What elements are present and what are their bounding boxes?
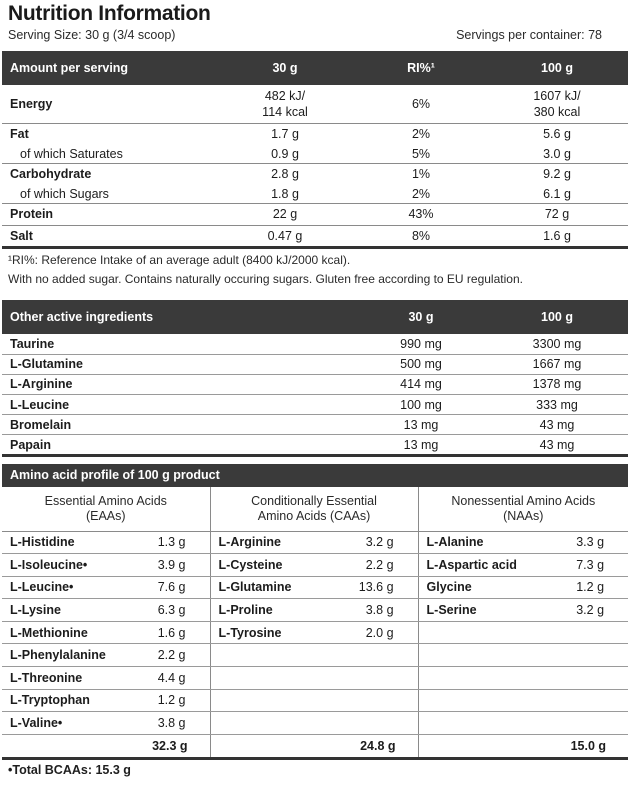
column-header: Amount per serving <box>2 51 214 85</box>
energy-kcal: 380 kcal <box>533 104 581 119</box>
amino-name-nonessential <box>418 621 558 644</box>
amino-name-nonessential: L-Serine <box>418 599 558 622</box>
amino-name-essential: L-Tryptophan <box>2 689 142 712</box>
table-row <box>2 123 628 145</box>
ri-value: 8% <box>356 225 486 247</box>
ingredient-name: L-Arginine <box>2 374 356 394</box>
spacer <box>418 734 558 758</box>
amino-value-essential: 4.4 g <box>142 667 210 690</box>
amino-name-nonessential <box>418 689 558 712</box>
total-nonessential: 15.0 g <box>558 734 628 758</box>
totals-row <box>2 734 628 758</box>
column-header: 30 g <box>214 51 356 85</box>
nutrient-name: Carbohydrate <box>10 167 92 182</box>
ingredient-name: L-Glutamine <box>2 354 356 374</box>
nutrient-name: of which Sugars <box>2 185 214 203</box>
column-header: 30 g <box>356 300 486 334</box>
amino-value-nonessential: 3.2 g <box>558 599 628 622</box>
energy-kcal: 114 kcal <box>262 104 308 119</box>
amino-name-conditional <box>210 712 350 735</box>
amino-name-conditional <box>210 667 350 690</box>
table-row <box>2 531 628 554</box>
serving-size: Serving Size: 30 g (3/4 scoop) <box>8 28 176 42</box>
ri-value: 5% <box>356 145 486 163</box>
spacer <box>2 734 142 758</box>
value-30g: 414 mg <box>356 374 486 394</box>
value-30g: 0.9 g <box>214 145 356 163</box>
value-100g: 1667 mg <box>486 354 628 374</box>
amino-name-essential: L-Phenylalanine <box>2 644 142 667</box>
group-title: Conditionally Essential <box>251 493 377 508</box>
amino-name-nonessential <box>418 667 558 690</box>
column-header: 100 g <box>486 300 628 334</box>
table-row <box>2 554 628 577</box>
nutrition-table <box>2 51 628 249</box>
group-subtitle: Amino Acids (CAAs) <box>257 508 371 523</box>
table-row <box>2 203 628 225</box>
table-row <box>2 334 628 354</box>
group-header-row <box>2 487 628 531</box>
footnote-ri: ¹RI%: Reference Intake of an average adult (8400 kJ/2000 kcal). <box>8 253 351 267</box>
value-30g: 990 mg <box>356 334 486 354</box>
amino-name-essential: L-Histidine <box>2 531 142 554</box>
amino-name-essential: L-Isoleucine• <box>2 554 142 577</box>
amino-value-conditional: 3.8 g <box>350 599 418 622</box>
amino-value-essential: 7.6 g <box>142 576 210 599</box>
amino-name-essential: L-Leucine• <box>2 576 142 599</box>
amino-value-nonessential <box>558 667 628 690</box>
value-100g: 72 g <box>486 203 628 225</box>
amino-name-conditional: L-Arginine <box>210 531 350 554</box>
active-ingredients-table <box>2 300 628 457</box>
nutrient-name: Protein <box>2 203 214 225</box>
table-header-row <box>2 51 628 85</box>
ri-value: 43% <box>356 203 486 225</box>
amino-name-essential: L-Threonine <box>2 667 142 690</box>
table-row <box>2 689 628 712</box>
ingredient-name: Taurine <box>2 334 356 354</box>
table-row <box>2 354 628 374</box>
value-100g: 9.2 g <box>543 167 571 182</box>
group-title: Nonessential Amino Acids <box>451 493 596 508</box>
value-100g: 6.1 g <box>486 185 628 203</box>
value-100g <box>486 85 628 123</box>
ri-value: 2% <box>411 127 431 142</box>
amino-value-nonessential <box>558 644 628 667</box>
amino-value-essential: 6.3 g <box>142 599 210 622</box>
ri-value: 6% <box>356 85 486 123</box>
amino-value-conditional: 2.0 g <box>350 621 418 644</box>
amino-value-nonessential <box>558 712 628 735</box>
nutrient-name: of which Saturates <box>2 145 214 163</box>
value-30g: 0.47 g <box>214 225 356 247</box>
amino-acid-table <box>2 487 628 760</box>
ingredient-name: L-Leucine <box>2 395 356 415</box>
amino-value-conditional <box>350 644 418 667</box>
amino-value-essential: 3.9 g <box>142 554 210 577</box>
amino-value-conditional: 13.6 g <box>350 576 418 599</box>
amino-name-nonessential: L-Alanine <box>418 531 558 554</box>
value-30g: 13 mg <box>356 435 486 455</box>
amino-name-nonessential: Glycine <box>418 576 558 599</box>
table-row <box>2 415 628 435</box>
table-row <box>2 185 628 203</box>
group-header-essential <box>2 487 210 531</box>
value-30g: 2.8 g <box>271 167 299 182</box>
table-row <box>2 435 628 455</box>
total-conditional: 24.8 g <box>350 734 418 758</box>
amino-name-conditional: L-Proline <box>210 599 350 622</box>
value-30g: 500 mg <box>356 354 486 374</box>
amino-name-essential: L-Lysine <box>2 599 142 622</box>
table-row <box>2 667 628 690</box>
group-subtitle: (NAAs) <box>503 508 544 523</box>
table-row <box>2 712 628 735</box>
group-header-nonessential <box>418 487 628 531</box>
group-header-conditional <box>210 487 418 531</box>
table-row <box>2 644 628 667</box>
column-header: RI%¹ <box>356 51 486 85</box>
amino-value-essential: 2.2 g <box>142 644 210 667</box>
value-100g: 1378 mg <box>486 374 628 394</box>
energy-kj: 1607 kJ/ <box>533 88 581 103</box>
column-header: 100 g <box>486 51 628 85</box>
value-30g: 22 g <box>214 203 356 225</box>
ingredient-name: Papain <box>2 435 356 455</box>
ri-value: 2% <box>356 185 486 203</box>
value-30g: 13 mg <box>356 415 486 435</box>
value-100g: 3.0 g <box>486 145 628 163</box>
nutrient-name: Salt <box>2 225 214 247</box>
amino-value-nonessential: 3.3 g <box>558 531 628 554</box>
value-30g: 1.8 g <box>214 185 356 203</box>
amino-value-conditional <box>350 667 418 690</box>
amino-name-essential: L-Valine• <box>2 712 142 735</box>
amino-value-essential: 1.3 g <box>142 531 210 554</box>
value-100g: 5.6 g <box>543 127 571 142</box>
table-row <box>2 599 628 622</box>
servings-per-container: Servings per container: 78 <box>456 28 602 42</box>
page-title: Nutrition Information <box>8 2 211 25</box>
amino-value-essential: 1.2 g <box>142 689 210 712</box>
spacer <box>210 734 350 758</box>
amino-name-nonessential: L-Aspartic acid <box>418 554 558 577</box>
table-row <box>2 145 628 163</box>
value-100g: 333 mg <box>486 395 628 415</box>
table-row <box>2 163 628 185</box>
nutrient-name: Fat <box>10 127 29 142</box>
value-100g: 43 mg <box>486 435 628 455</box>
table-row <box>2 576 628 599</box>
ri-value: 1% <box>411 167 431 182</box>
amino-name-conditional: L-Cysteine <box>210 554 350 577</box>
amino-value-essential: 1.6 g <box>142 621 210 644</box>
ingredient-name: Bromelain <box>2 415 356 435</box>
table-row <box>2 85 628 123</box>
total-bcaa: •Total BCAAs: 15.3 g <box>8 763 131 777</box>
energy-kj: 482 kJ/ <box>264 88 306 103</box>
amino-value-nonessential: 1.2 g <box>558 576 628 599</box>
amino-value-nonessential <box>558 689 628 712</box>
amino-value-conditional <box>350 712 418 735</box>
table-row <box>2 374 628 394</box>
nutrient-name: Energy <box>2 85 214 123</box>
amino-name-nonessential <box>418 644 558 667</box>
amino-value-conditional: 3.2 g <box>350 531 418 554</box>
amino-name-nonessential <box>418 712 558 735</box>
amino-name-conditional <box>210 689 350 712</box>
amino-name-conditional: L-Tyrosine <box>210 621 350 644</box>
amino-value-conditional: 2.2 g <box>350 554 418 577</box>
amino-name-essential: L-Methionine <box>2 621 142 644</box>
value-100g: 43 mg <box>486 415 628 435</box>
amino-value-essential: 3.8 g <box>142 712 210 735</box>
total-essential: 32.3 g <box>142 734 210 758</box>
serving-info <box>8 28 602 42</box>
amino-value-conditional <box>350 689 418 712</box>
value-100g: 3300 mg <box>486 334 628 354</box>
group-title: Essential Amino Acids <box>44 493 167 508</box>
amino-value-nonessential: 7.3 g <box>558 554 628 577</box>
value-30g <box>214 85 356 123</box>
amino-name-conditional: L-Glutamine <box>210 576 350 599</box>
value-30g: 1.7 g <box>271 127 299 142</box>
table-header-row <box>2 300 628 334</box>
table-row <box>2 621 628 644</box>
amino-value-nonessential <box>558 621 628 644</box>
value-100g: 1.6 g <box>486 225 628 247</box>
table-row <box>2 225 628 247</box>
group-subtitle: (EAAs) <box>85 508 126 523</box>
table-row <box>2 395 628 415</box>
footnote-sugar: With no added sugar. Contains naturally occuring sugars. Gluten free according to EU regulation. <box>8 272 523 286</box>
amino-profile-header: Amino acid profile of 100 g product <box>2 464 628 487</box>
amino-name-conditional <box>210 644 350 667</box>
value-30g: 100 mg <box>356 395 486 415</box>
column-header: Other active ingredients <box>2 300 356 334</box>
